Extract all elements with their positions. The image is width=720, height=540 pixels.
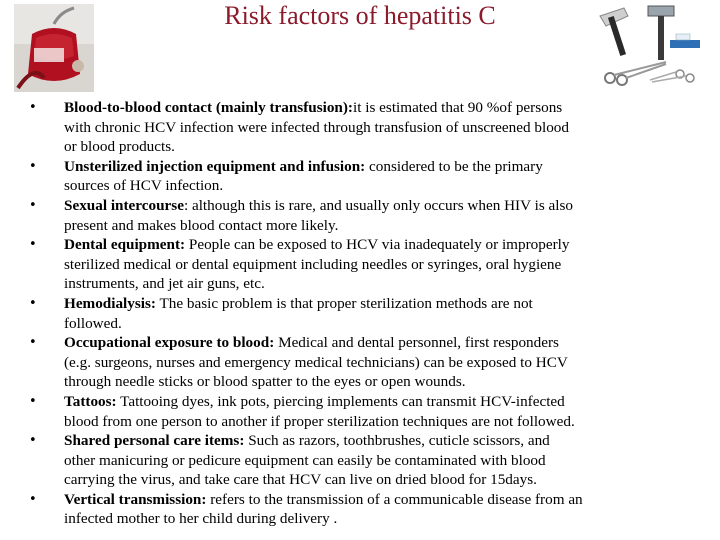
item-text: refers to the transmission of a communicable disease from an <box>206 490 583 508</box>
personal-care-items-image <box>594 2 706 88</box>
item-text: through needle sticks or blood spatter to the eyes or open wounds. <box>64 373 466 391</box>
item-lead: Sexual intercourse <box>64 196 184 214</box>
list-item <box>0 157 720 196</box>
list-item <box>0 235 720 294</box>
item-text: The basic problem is that proper sterilization methods are not <box>155 294 533 312</box>
item-lead: Shared personal care items: <box>64 432 245 450</box>
list-item <box>0 196 720 235</box>
list-item <box>0 98 720 157</box>
item-text: Such as razors, toothbrushes, cuticle scissors, and <box>244 432 550 450</box>
item-lead: Vertical transmission: <box>64 490 207 508</box>
item-text: it is estimated that 90 %of persons <box>353 99 563 116</box>
bullet-icon: • <box>29 100 37 115</box>
item-text: with chronic HCV infection were infected through transfusion of unscreened blood <box>64 118 569 136</box>
item-text: carrying the virus, and take care that HCV can live on dried blood for 15days. <box>64 471 537 489</box>
bullet-icon: • <box>29 295 37 311</box>
item-lead: Unsterilized injection equipment and infusion: <box>64 157 366 175</box>
item-text: Tattooing dyes, ink pots, piercing implements can transmit HCV-infected <box>116 392 565 410</box>
item-text: other manicuring or pedicure equipment can easily be contaminated with blood <box>64 451 546 469</box>
item-lead: Hemodialysis: <box>64 294 156 312</box>
item-text: blood from one person to another if proper sterilization techniques are not followed. <box>64 412 575 430</box>
item-lead: Occupational exposure to blood: <box>64 334 275 352</box>
bullet-icon: • <box>29 158 37 174</box>
item-text: People can be exposed to HCV via inadequately or improperly <box>185 236 570 254</box>
item-text: followed. <box>64 314 122 332</box>
item-text: present and makes blood contact more likely. <box>64 216 339 234</box>
item-text: : although this is rare, and usually only occurs when HIV is also <box>183 196 573 214</box>
item-text: (e.g. surgeons, nurses and emergency medical technicians) can be exposed to HCV <box>64 353 568 371</box>
item-text: Medical and dental personnel, first responders <box>274 334 559 352</box>
list-item <box>0 392 720 431</box>
item-text: sources of HCV infection. <box>64 177 224 195</box>
item-text: sterilized medical or dental equipment including needles or syringes, oral hygiene <box>64 255 562 273</box>
list-item <box>0 294 720 333</box>
item-text: considered to be the primary <box>365 157 543 175</box>
slide-title: Risk factors of hepatitis C <box>224 1 496 30</box>
item-lead: Blood-to-blood contact (mainly transfusion): <box>64 99 353 116</box>
item-lead: Tattoos: <box>64 392 117 410</box>
list-item <box>0 333 720 392</box>
item-text: infected mother to her child during delivery . <box>64 510 338 528</box>
bullet-icon: • <box>29 335 37 351</box>
bullet-icon: • <box>29 433 37 449</box>
item-text: or blood products. <box>64 138 175 156</box>
blood-bag-image <box>14 4 94 92</box>
bullet-icon: • <box>29 237 37 253</box>
bullet-icon: • <box>29 491 37 507</box>
list-item <box>0 490 720 529</box>
list-item <box>0 431 720 490</box>
risk-factor-list <box>0 98 720 529</box>
item-text: instruments, and jet air guns, etc. <box>64 275 265 293</box>
bullet-icon: • <box>29 197 37 213</box>
item-lead: Dental equipment: <box>64 236 186 254</box>
bullet-icon: • <box>29 393 37 409</box>
